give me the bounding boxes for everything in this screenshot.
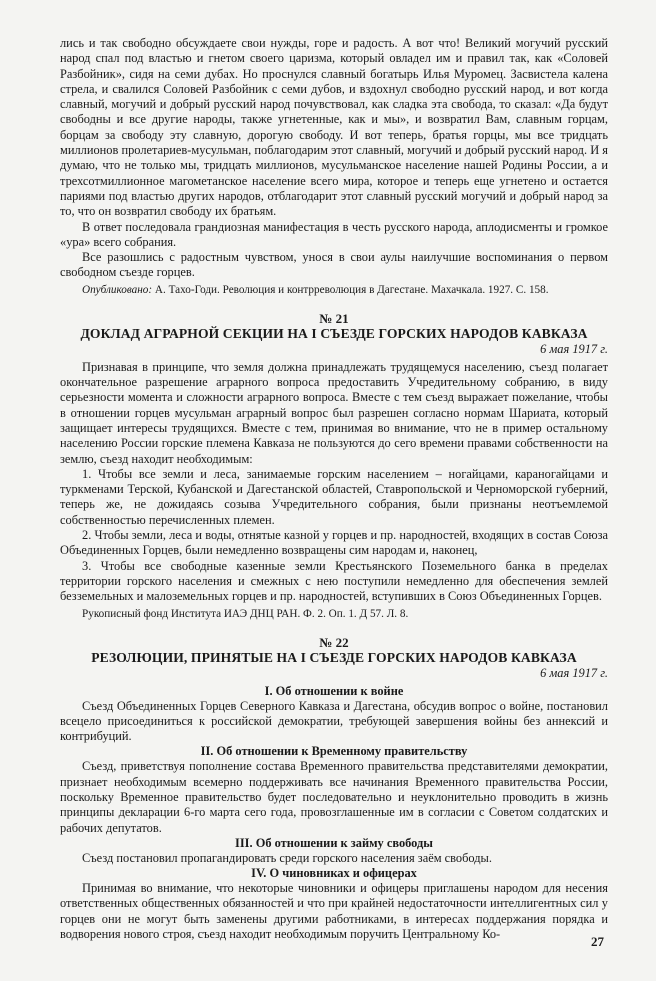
parted-paragraph: Все разошлись с радостным чувством, унося в свои аулы наилучшие воспоминания о первом свободном съезде горцев.: [60, 250, 608, 280]
doc21-paragraph: Признавая в принципе, что земля должна принадлежать трудящемуся населению, съезд полагает окончательное разрешение аграрного вопроса предоставить Учредительному собранию, в виду серьезности момента и сложности аграрного вопроса. Вместе с тем съезд выражает пожелание, чтобы в отношении горцев мусульман аграрный вопрос был разрешен согласно нормам Шариата, который защищает интересы трудящихся. Вместе с тем, принимая во внимание, что не в пример остальному населению России горские племена Кавказа не пользуются до сего времени правами собственности на землю, съезд находит необходимым:: [60, 359, 608, 466]
doc22-paragraph-4: Принимая во внимание, что некоторые чиновники и офицеры приглашены народом для несения ответственных общественных обязанностей и что при крайней недостаточности интеллигентных сил у горцев они не могут быть заменены другими работниками, в интересах поддержания порядка и водворения нового строя, съезд находит необходимым поручить Центральному Ко-: [60, 881, 608, 942]
reply-paragraph: В ответ последовала грандиозная манифестация в честь русского народа, аплодисменты и громкое «ура» всего собрания.: [60, 219, 608, 249]
doc22-paragraph-3: Съезд постановил пропагандировать среди горского населения заём свободы.: [82, 850, 492, 865]
doc22-section-1: I. Об отношении к войне: [264, 683, 404, 698]
doc21-item-2: 2. Чтобы земли, леса и воды, отнятые казной у горцев и пр. народностей, входящих в состав Союза Объединенных Горцев, были немедленно возвращены сим народам и, наконец,: [60, 528, 608, 558]
intro-paragraph: лись и так свободно обсуждаете свои нужды, горе и радость. А вот что! Великий могучий русский народ спал под властью и гнетом своего царизма, который овладел им и правил так, как «Соловей Разбойник», сидя на семи дубах. Но проснулся славный богатырь Илья Муромец. Засвистела калена стрела, и свалился Соловей Разбойник с семи дубов, и вздохнул свободно русский народ, и вот когда славный, могучий и добрый русский народ почувствовал, как сладка эта свобода, то сказал: «Да будут свободны и все другие народы, также угнетенные, как и мы», и возвратил Вам, славным горцам, борцам за свободу эту славную, дорогую свободу. И вот теперь, братья горцы, мы все тридцать миллионов пролетариев-мусульман, поблагодарим этот славный, могучий и добрый русский народ. И я думаю, что не только мы, тридцать миллионов, мусульманское население нашей Родины России, а и трехсотмиллионное магометанское население всего мира, которое и теперь еще угнетено и остается париями под властью других народов, отблагодарит этот славный русский могучий и добрый народ за то, что он возвратил свободу их братьям.: [60, 36, 608, 219]
doc22-number: № 22: [319, 634, 349, 650]
doc22-date: 6 мая 1917 г.: [540, 665, 608, 680]
doc21-title: ДОКЛАД АГРАРНОЙ СЕКЦИИ НА I СЪЕЗДЕ ГОРСКИХ НАРОДОВ КАВКАЗА: [80, 325, 588, 341]
page-number: 27: [591, 934, 604, 949]
doc22-paragraph-1: Съезд Объединенных Горцев Северного Кавказа и Дагестана, обсудив вопрос о войне, постановил всецело присоединиться к российской демократии, требующей завершения войны без аннексий и контрибуций.: [60, 698, 608, 744]
doc22-section-3: III. Об отношении к займу свободы: [235, 835, 433, 850]
doc21-number: № 21: [319, 310, 349, 326]
doc22-title: РЕЗОЛЮЦИИ, ПРИНЯТЫЕ НА I СЪЕЗДЕ ГОРСКИХ НАРОДОВ КАВКАЗА: [91, 649, 577, 665]
publication-source-label: Опубликовано:: [82, 283, 153, 296]
doc22-section-4: IV. О чиновниках и офицерах: [251, 866, 417, 881]
doc21-source: Рукописный фонд Института ИАЭ ДНЦ РАН. Ф. 2. Оп. 1. Д 57. Л. 8.: [82, 607, 409, 620]
publication-source: [60, 283, 608, 297]
doc21-date: 6 мая 1917 г.: [540, 341, 608, 356]
doc21-item-3: 3. Чтобы все свободные казенные земли Крестьянского Поземельного банка в пределах территории горского населения и смежных с нею поступили немедленно для обеспечения землей безземельных и малоземельных горцев и пр. народностей, вступивших в Союз Объединенных Горцев.: [60, 558, 608, 604]
publication-source-text: А. Тахо-Годи. Революция и контрреволюция в Дагестане. Махачкала. 1927. С. 158.: [152, 283, 549, 296]
doc21-item-1: 1. Чтобы все земли и леса, занимаемые горским населением – ногайцами, караногайцами и туркменами Терской, Кубанской и Дагестанской областей, Ставропольской и Черноморской губерний, теперь же, не дожидаясь созыва Учредительного собрания, были признаны неотъемлемой собственностью перечисленных племен.: [60, 466, 608, 527]
doc22-section-2: II. Об отношении к Временному правительству: [200, 744, 468, 759]
doc22-paragraph-2: Съезд, приветствуя пополнение состава Временного правительства представителями демократии, признает необходимым всемерно поддерживать все начинания Временного правительства России, поскольку Временное правительство будет последовательно и неуклонительно проводить в жизнь принципы декларации 6-го марта сего года, провозглашенные им в согласии с Советом солдатских и рабочих депутатов.: [60, 759, 608, 835]
